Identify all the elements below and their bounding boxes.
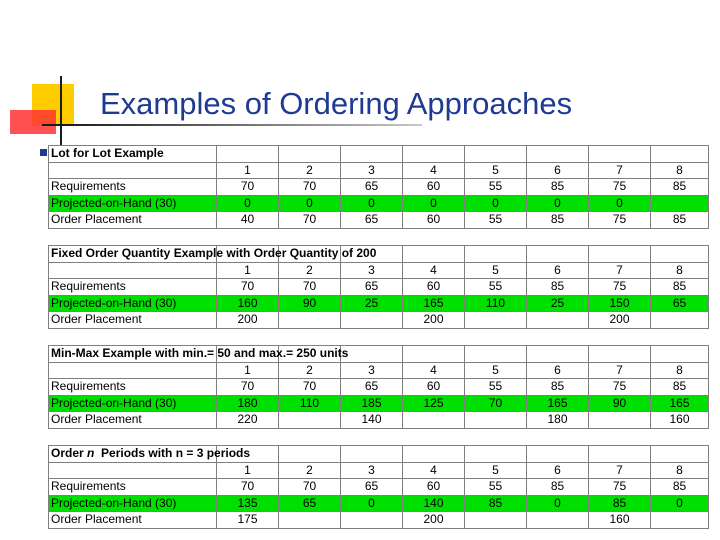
period-number: 6 bbox=[527, 362, 589, 379]
table-cell: 55 bbox=[465, 379, 527, 396]
section-heading-part: Lot for Lot Example bbox=[51, 146, 164, 161]
table-cell: 75 bbox=[589, 279, 651, 296]
empty-cell bbox=[49, 162, 217, 179]
table-cell: 200 bbox=[217, 312, 279, 329]
empty-cell bbox=[651, 246, 709, 263]
empty-cell bbox=[341, 146, 403, 163]
section-heading bbox=[49, 446, 251, 463]
table-cell: 175 bbox=[217, 512, 279, 529]
period-number: 1 bbox=[217, 462, 279, 479]
table-cell: 55 bbox=[465, 479, 527, 496]
table-cell: 160 bbox=[651, 412, 709, 429]
period-number: 8 bbox=[651, 262, 709, 279]
table-cell: 140 bbox=[403, 495, 465, 512]
table-cell: 75 bbox=[589, 479, 651, 496]
table-cell: 140 bbox=[341, 412, 403, 429]
table-cell: 75 bbox=[589, 379, 651, 396]
table-cell bbox=[589, 412, 651, 429]
table-cell: 85 bbox=[589, 495, 651, 512]
period-number: 3 bbox=[341, 462, 403, 479]
table-heading-row bbox=[49, 346, 709, 363]
table-cell: 200 bbox=[403, 512, 465, 529]
table-cell bbox=[341, 512, 403, 529]
table-row bbox=[49, 212, 709, 229]
table-cell: 90 bbox=[279, 295, 341, 312]
period-number: 8 bbox=[651, 362, 709, 379]
table-cell: 85 bbox=[527, 279, 589, 296]
row-label: Order Placement bbox=[49, 212, 217, 229]
table-row bbox=[49, 379, 709, 396]
table-row bbox=[49, 312, 709, 329]
table-cell: 40 bbox=[217, 212, 279, 229]
table-cell: 0 bbox=[403, 195, 465, 212]
table-cell: 110 bbox=[279, 395, 341, 412]
section-heading-part: Order bbox=[51, 446, 88, 461]
table-cell: 65 bbox=[341, 179, 403, 196]
table-cell bbox=[651, 312, 709, 329]
table-cell: 85 bbox=[527, 379, 589, 396]
empty-cell bbox=[49, 262, 217, 279]
table-cell: 70 bbox=[465, 395, 527, 412]
section-heading bbox=[49, 346, 349, 363]
period-number: 1 bbox=[217, 362, 279, 379]
table-cell: 0 bbox=[217, 195, 279, 212]
table-cell: 65 bbox=[341, 212, 403, 229]
table-cell: 200 bbox=[589, 312, 651, 329]
table-cell: 70 bbox=[217, 279, 279, 296]
table-cell bbox=[527, 512, 589, 529]
empty-cell bbox=[589, 346, 651, 363]
table-cell: 85 bbox=[651, 179, 709, 196]
table-cell: 0 bbox=[341, 495, 403, 512]
table-row bbox=[49, 295, 709, 312]
periods-row bbox=[49, 262, 709, 279]
empty-cell bbox=[341, 346, 403, 363]
table-cell: 200 bbox=[403, 312, 465, 329]
period-number: 5 bbox=[465, 462, 527, 479]
table-cell: 90 bbox=[589, 395, 651, 412]
table-cell: 60 bbox=[403, 279, 465, 296]
period-number: 3 bbox=[341, 162, 403, 179]
row-label: Projected-on-Hand (30) bbox=[49, 195, 217, 212]
period-number: 7 bbox=[589, 162, 651, 179]
table-cell: 55 bbox=[465, 212, 527, 229]
period-number: 7 bbox=[589, 362, 651, 379]
table-cell: 70 bbox=[279, 479, 341, 496]
table-cell: 0 bbox=[341, 195, 403, 212]
table-cell: 85 bbox=[527, 479, 589, 496]
table-cell: 150 bbox=[589, 295, 651, 312]
table-row bbox=[49, 279, 709, 296]
table-cell: 70 bbox=[217, 379, 279, 396]
table-cell: 165 bbox=[527, 395, 589, 412]
fixed-order-quantity-table bbox=[48, 245, 709, 329]
table-cell: 180 bbox=[217, 395, 279, 412]
table-heading-row bbox=[49, 246, 709, 263]
table-cell bbox=[527, 312, 589, 329]
periods-row bbox=[49, 162, 709, 179]
period-number: 4 bbox=[403, 162, 465, 179]
period-number: 2 bbox=[279, 162, 341, 179]
period-number: 8 bbox=[651, 162, 709, 179]
table-cell: 165 bbox=[651, 395, 709, 412]
row-label: Order Placement bbox=[49, 412, 217, 429]
period-number: 5 bbox=[465, 162, 527, 179]
row-label: Requirements bbox=[49, 479, 217, 496]
table-cell: 0 bbox=[279, 195, 341, 212]
table-cell: 65 bbox=[341, 479, 403, 496]
table-cell: 85 bbox=[527, 179, 589, 196]
empty-cell bbox=[403, 346, 465, 363]
section-heading bbox=[49, 146, 217, 163]
table-cell: 0 bbox=[589, 195, 651, 212]
empty-cell bbox=[279, 446, 341, 463]
table-row bbox=[49, 412, 709, 429]
table-cell: 0 bbox=[465, 195, 527, 212]
period-number: 6 bbox=[527, 462, 589, 479]
table-cell: 70 bbox=[279, 179, 341, 196]
empty-cell bbox=[403, 446, 465, 463]
table-heading-row bbox=[49, 146, 709, 163]
section-heading-part: Fixed Order Quantity Example with Order Quantity of 200 bbox=[51, 246, 377, 261]
empty-cell bbox=[465, 346, 527, 363]
table-cell: 220 bbox=[217, 412, 279, 429]
empty-cell bbox=[217, 146, 279, 163]
slide-title: Examples of Ordering Approaches bbox=[100, 86, 573, 121]
table-cell bbox=[465, 512, 527, 529]
table-cell: 70 bbox=[279, 379, 341, 396]
table-cell: 70 bbox=[217, 179, 279, 196]
table-cell: 0 bbox=[527, 495, 589, 512]
table-cell: 60 bbox=[403, 212, 465, 229]
table-cell bbox=[279, 512, 341, 529]
table-cell: 75 bbox=[589, 179, 651, 196]
period-number: 6 bbox=[527, 262, 589, 279]
order-n-periods-table bbox=[48, 445, 709, 529]
table-cell: 135 bbox=[217, 495, 279, 512]
row-label: Projected-on-Hand (30) bbox=[49, 295, 217, 312]
period-number: 8 bbox=[651, 462, 709, 479]
row-label: Order Placement bbox=[49, 312, 217, 329]
table-cell: 85 bbox=[651, 279, 709, 296]
table-row bbox=[49, 479, 709, 496]
table-cell: 60 bbox=[403, 379, 465, 396]
section-heading bbox=[49, 246, 377, 263]
table-row bbox=[49, 195, 709, 212]
period-number: 1 bbox=[217, 262, 279, 279]
empty-cell bbox=[589, 446, 651, 463]
table-cell bbox=[465, 312, 527, 329]
empty-cell bbox=[403, 246, 465, 263]
period-number: 5 bbox=[465, 362, 527, 379]
table-cell: 85 bbox=[527, 212, 589, 229]
min-max-table bbox=[48, 345, 709, 429]
table-cell: 180 bbox=[527, 412, 589, 429]
section-heading-part: n bbox=[87, 446, 95, 461]
table-cell bbox=[651, 512, 709, 529]
table-cell: 0 bbox=[651, 495, 709, 512]
section-heading-part: Min-Max Example with min.= 50 and max.= 250 units bbox=[51, 346, 349, 361]
empty-cell bbox=[465, 246, 527, 263]
table-row bbox=[49, 495, 709, 512]
table-cell: 25 bbox=[341, 295, 403, 312]
period-number: 7 bbox=[589, 462, 651, 479]
table-cell: 65 bbox=[279, 495, 341, 512]
empty-cell bbox=[49, 362, 217, 379]
empty-cell bbox=[279, 146, 341, 163]
lot-for-lot-table bbox=[48, 145, 709, 229]
empty-cell bbox=[651, 346, 709, 363]
period-number: 6 bbox=[527, 162, 589, 179]
empty-cell bbox=[465, 146, 527, 163]
empty-cell bbox=[527, 246, 589, 263]
table-cell: 55 bbox=[465, 279, 527, 296]
empty-cell bbox=[465, 446, 527, 463]
period-number: 4 bbox=[403, 262, 465, 279]
table-cell bbox=[465, 412, 527, 429]
empty-cell bbox=[527, 446, 589, 463]
table-cell bbox=[403, 412, 465, 429]
table-cell: 160 bbox=[589, 512, 651, 529]
table-cell: 55 bbox=[465, 179, 527, 196]
table-row bbox=[49, 512, 709, 529]
table-cell bbox=[279, 412, 341, 429]
period-number: 4 bbox=[403, 462, 465, 479]
table-cell: 25 bbox=[527, 295, 589, 312]
table-heading-row bbox=[49, 446, 709, 463]
table-row bbox=[49, 179, 709, 196]
empty-cell bbox=[651, 446, 709, 463]
bullet-square-icon bbox=[40, 149, 47, 156]
empty-cell bbox=[527, 146, 589, 163]
decor-vertical-line bbox=[60, 76, 62, 146]
table-cell: 165 bbox=[403, 295, 465, 312]
period-number: 2 bbox=[279, 362, 341, 379]
table-cell: 85 bbox=[651, 379, 709, 396]
period-number: 2 bbox=[279, 262, 341, 279]
table-cell: 70 bbox=[217, 479, 279, 496]
table-cell: 110 bbox=[465, 295, 527, 312]
decor-red-bar bbox=[10, 110, 56, 134]
empty-cell bbox=[403, 146, 465, 163]
table-cell bbox=[279, 312, 341, 329]
table-row bbox=[49, 395, 709, 412]
table-cell: 70 bbox=[279, 212, 341, 229]
table-cell: 65 bbox=[341, 379, 403, 396]
periods-row bbox=[49, 362, 709, 379]
periods-row bbox=[49, 462, 709, 479]
table-cell: 70 bbox=[279, 279, 341, 296]
empty-cell bbox=[651, 146, 709, 163]
row-label: Projected-on-Hand (30) bbox=[49, 395, 217, 412]
table-cell: 185 bbox=[341, 395, 403, 412]
table-cell: 60 bbox=[403, 479, 465, 496]
empty-cell bbox=[49, 462, 217, 479]
empty-cell bbox=[527, 346, 589, 363]
row-label: Requirements bbox=[49, 379, 217, 396]
table-cell: 65 bbox=[341, 279, 403, 296]
row-label: Order Placement bbox=[49, 512, 217, 529]
period-number: 5 bbox=[465, 262, 527, 279]
row-label: Requirements bbox=[49, 279, 217, 296]
period-number: 1 bbox=[217, 162, 279, 179]
period-number: 7 bbox=[589, 262, 651, 279]
table-cell: 0 bbox=[527, 195, 589, 212]
table-cell: 85 bbox=[465, 495, 527, 512]
empty-cell bbox=[589, 146, 651, 163]
row-label: Requirements bbox=[49, 179, 217, 196]
period-number: 2 bbox=[279, 462, 341, 479]
table-cell: 85 bbox=[651, 479, 709, 496]
empty-cell bbox=[589, 246, 651, 263]
table-cell: 65 bbox=[651, 295, 709, 312]
table-cell: 125 bbox=[403, 395, 465, 412]
row-label: Projected-on-Hand (30) bbox=[49, 495, 217, 512]
empty-cell bbox=[341, 446, 403, 463]
table-cell bbox=[651, 195, 709, 212]
table-cell: 160 bbox=[217, 295, 279, 312]
period-number: 3 bbox=[341, 362, 403, 379]
table-cell: 60 bbox=[403, 179, 465, 196]
table-cell: 85 bbox=[651, 212, 709, 229]
period-number: 4 bbox=[403, 362, 465, 379]
section-heading-part: Periods with n = 3 periods bbox=[94, 446, 251, 461]
decor-horizontal-gradient-line bbox=[62, 124, 422, 126]
table-cell bbox=[341, 312, 403, 329]
table-cell: 75 bbox=[589, 212, 651, 229]
period-number: 3 bbox=[341, 262, 403, 279]
